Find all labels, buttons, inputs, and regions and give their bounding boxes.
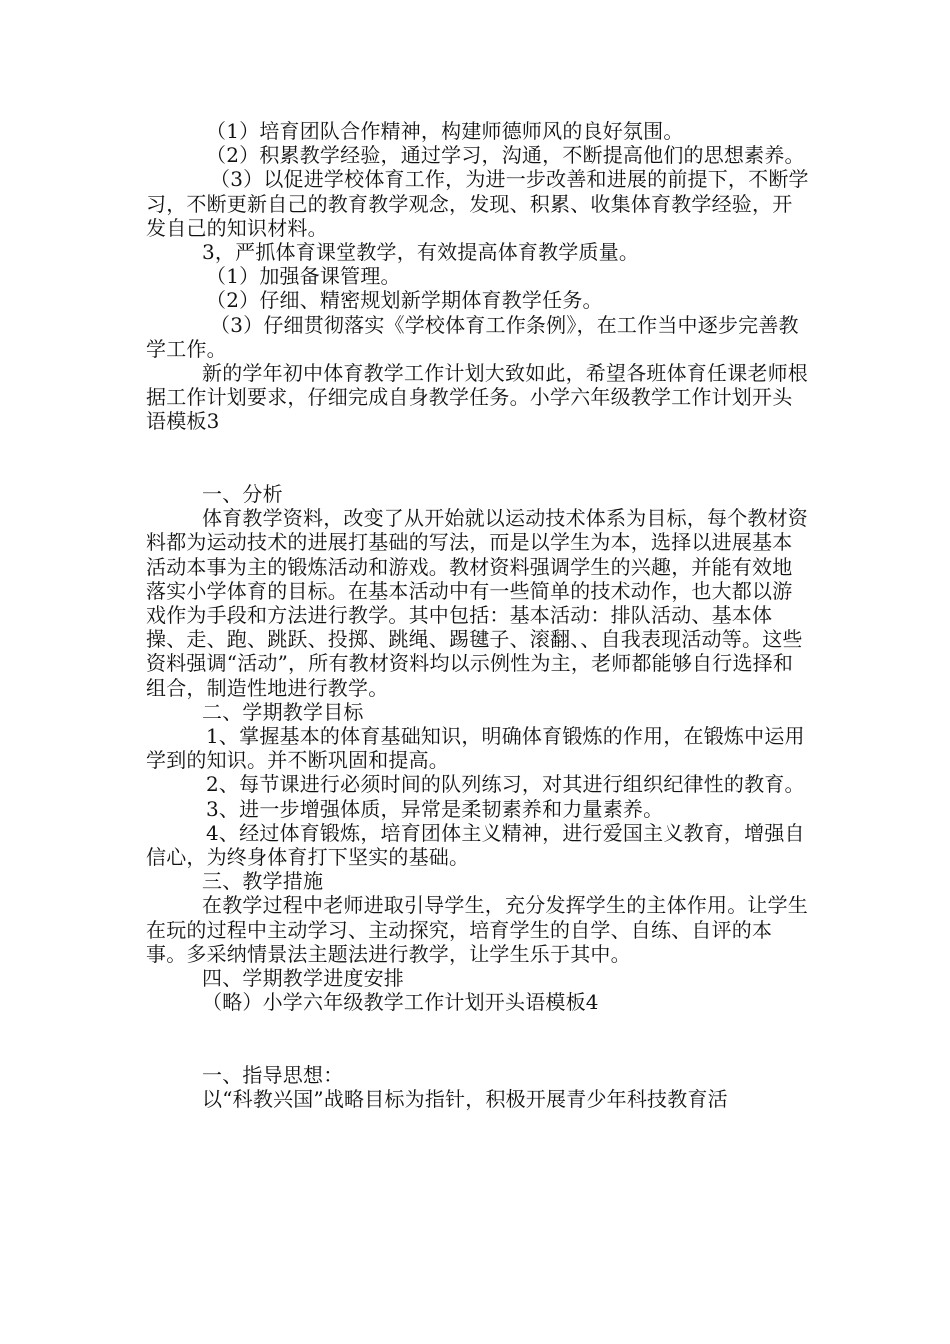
paragraph: 2、每节课进行必须时间的队列练习，对其进行组织纪律性的教育。: [206, 772, 805, 797]
paragraph: 体育教学资料，改变了从开始就以运动技术体系为目标，每个教材资料都为运动技术的进展打基础的写法，而是以学生为本，选择以进展基本活动本事为主的锻炼活动和游戏。教材资料强调学生的兴趣，并能有效地落实小学体育的目标。在基本活动中有一些简单的技术动作，也大都以游戏作为手段和方法进行教学。其中包括：基本活动：排队活动、基本体操、走、跑、跳跃、投掷、跳绳、踢毽子、滚翻、、自我表现活动等。这些资料强调“活动”，所有教材资料均以示例性为主，老师都能够自行选择和组合，制造性地进行教学。: [146, 506, 808, 700]
section-heading: 3，严抓体育课堂教学，有效提高体育教学质量。: [202, 240, 640, 265]
paragraph: （1）加强备课管理。: [206, 264, 401, 289]
section-heading: 一、分析: [202, 482, 283, 507]
paragraph: （3）以促进学校体育工作，为进一步改善和进展的前提下，不断学习，不断更新自己的教育教学观念，发现、积累、收集体育教学经验，开发自己的知识材料。: [146, 167, 809, 240]
document-body: [146, 119, 810, 1111]
section-heading: 一、指导思想：: [202, 1062, 344, 1087]
blank-gap: [146, 1015, 810, 1063]
paragraph: 新的学年初中体育教学工作计划大致如此，希望各班体育任课老师根据工作计划要求，仔细完成自身教学任务。小学六年级教学工作计划开头语模板3: [146, 361, 808, 434]
paragraph: （略）小学六年级教学工作计划开头语模板4: [202, 990, 599, 1015]
paragraph: （1）培育团队合作精神，构建师德师风的良好氛围。: [206, 119, 684, 143]
paragraph: 1、掌握基本的体育基础知识，明确体育锻炼的作用，在锻炼中运用学到的知识。并不断巩固和提高。: [146, 724, 805, 773]
blank-gap: [146, 434, 810, 482]
paragraph: 以“科教兴国”战略目标为指针，积极开展青少年科技教育活: [202, 1087, 728, 1112]
paragraph: （3）仔细贯彻落实《学校体育工作条例》，在工作当中逐步完善教学工作。: [146, 312, 799, 361]
section-heading: 二、学期教学目标: [202, 699, 364, 724]
section-heading: 三、教学措施: [202, 869, 324, 894]
paragraph: 在教学过程中老师进取引导学生，充分发挥学生的主体作用。让学生在玩的过程中主动学习、主动探究，培育学生的自学、自练、自评的本事。多采纳情景法主题法进行教学，让学生乐于其中。: [146, 893, 808, 966]
section-heading: 四、学期教学进度安排: [202, 966, 404, 991]
paragraph: （2）仔细、精密规划新学期体育教学任务。: [206, 288, 603, 313]
paragraph: （2）积累教学经验，通过学习，沟通，不断提高他们的思想素养。: [206, 143, 805, 168]
paragraph: 4、经过体育锻炼，培育团体主义精神，进行爱国主义教育，增强自信心，为终身体育打下坚实的基础。: [146, 820, 805, 870]
paragraph: 3、进一步增强体质，异常是柔韧素养和力量素养。: [206, 796, 664, 821]
